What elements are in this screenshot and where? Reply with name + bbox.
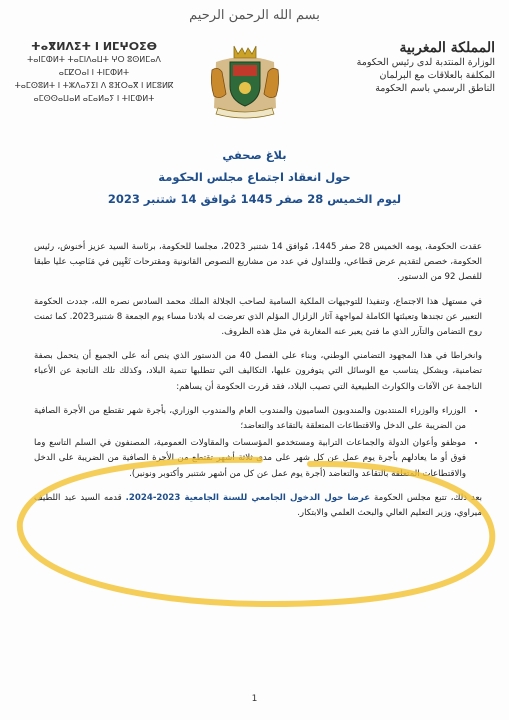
highlighted-text: عرضا حول الدخول الجامعي للسنة الجامعية 2023-2024. bbox=[125, 492, 371, 503]
tifinagh-line: ⵜⴰⵎⵙⵓⵍⵜ ⵏ ⵜⵣⴷⴰⵢⵉⵏ ⴷ ⵓⴼⵔⴰⴳ ⵏ ⵍⵎⵓⵍⴽ bbox=[14, 81, 174, 90]
kingdom-name: المملكة المغربية bbox=[399, 40, 495, 56]
paragraph: وانخراطا في هذا المجهود التضامني الوطني، وبناء على الفصل 40 من الدستور الذي ينص أنه على الجميع أن يتحمل بصفة تضامنية، وبشكل يتناسب مع الوسائل التي يتوفرون عليها، التكاليف التي تتطلبها تنمية البلاد، وكذلك تلك الناتجة عن الأعباء الناجمة عن الآفات والكوارث الطبيعية التي تصيب البلاد، فقد قررت الحكومة أن يساهم: bbox=[34, 351, 482, 392]
paragraph: في مستهل هذا الاجتماع، وتنفيذا للتوجيهات الملكية السامية لصاحب الجلالة الملك محمد السادس نصره الله، جددت الحكومة التعبير عن تجندها وتعبئتها الكاملة لمواجهة آثار الزلزال المؤلم الذي تعرضت له بلادنا مساء يوم الجمعة 8 شتنبر2023. كما ثمنت روح التضامن والتآزر الذي ما فتئ يعبر عنه المغاربة في مثل هذه الظروف. bbox=[34, 296, 482, 338]
paragraph: عقدت الحكومة، يومه الخميس 28 صفر 1445، مُوافق 14 شتنبر 2023، مجلسا للحكومة، برئاسة السيد عزيز أخنوش، رئيس الحكومة، خصص لتقديم عرض قطاعي، وللتداول في عدد من مشاريع النصوص القانونية ومقترحات تَعْيِين في مَنَاصِب عليا طبقا للفصل 92 من الدستور. bbox=[34, 242, 483, 283]
tifinagh-line: ⵜⴰⵏⵎⵀⵍⵜ ⵜⴰⵎⵏⴷⴰⵡⵜ ⵖⵔ ⵓⵙⵍⵎⴰⴷ ⴰⵎⵇⵔⴰⵏ ⵏ ⵜⵏⵎⵀⵍⵜ bbox=[27, 55, 161, 77]
list-item: • موظفو وأعوان الدولة والجماعات الترابية ومستخدمو المؤسسات والمقاولات العمومية، المصنفون في السلم التاسع وما فوق أو ما يعادلهم بأجرة يوم عمل عن كل شهر على مدى ثلاثة أشهر تقتطع من الأجرة الصافية من الضريبة على الدخل والاقتطاعات المتعلقة بالتقاعد والتعاضد (أجرة يوم عمل عن كل من أشهر شتنبر وأكتوبر ونونبر). bbox=[34, 436, 466, 482]
arabic-header bbox=[315, 40, 495, 95]
paragraph-text: بعد ذلك، تتبع مجلس الحكومة bbox=[370, 492, 482, 503]
date-title: ليوم الخميس 28 صفر 1445 مُوافق 14 شتنبر 2023 bbox=[107, 192, 402, 206]
paragraph-text: قدمه السيد عبد اللطيف ميراوي، وزير التعليم العالي والبحث العلمي والابتكار. bbox=[34, 492, 482, 519]
ministry-line: الوزارة المنتدبة لدى رئيس الحكومة bbox=[356, 57, 495, 68]
tifinagh-line: ⴰⵎⵙⵙⴰⵡⴰⵍ ⴰⵎⴰⵍⴰⵢ ⵏ ⵜⵏⵎⵀⵍⵜ bbox=[33, 94, 155, 103]
coat-of-arms-emblem bbox=[204, 40, 286, 122]
press-release-title: بلاغ صحفي bbox=[222, 148, 287, 162]
contribution-list bbox=[34, 404, 482, 482]
title-block bbox=[0, 144, 509, 210]
ministry-line: الناطق الرسمي باسم الحكومة bbox=[375, 83, 495, 94]
list-item: • الوزراء والوزراء المنتدبون والمندوبون الساميون والمندوب العام والمندوب الوزاري، بأجرة شهر تقتطع من الأجرة الصافية من الضريبة على الدخل والاقتطاعات المتعلقة بالتقاعد والتعاضد؛ bbox=[34, 404, 466, 434]
basmala: بسم الله الرحمن الرحيم bbox=[189, 8, 320, 23]
paragraph bbox=[34, 491, 482, 521]
tifinagh-kingdom: ⵜⴰⴳⵍⴷⵉⵜ ⵏ ⵍⵎⵖⵔⵉⴱ bbox=[30, 40, 157, 53]
subject-title: حول انعقاد اجتماع مجلس الحكومة bbox=[158, 170, 351, 184]
page-number: 1 bbox=[251, 694, 258, 704]
tifinagh-header bbox=[14, 40, 174, 105]
body-text bbox=[34, 240, 482, 530]
ministry-line: المكلفة بالعلاقات مع البرلمان bbox=[379, 70, 495, 81]
